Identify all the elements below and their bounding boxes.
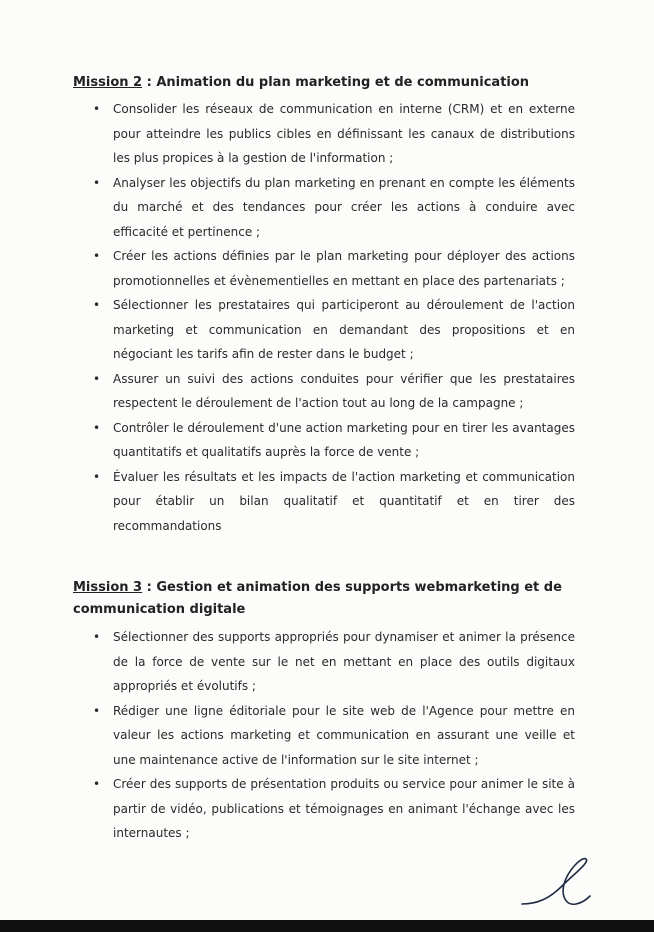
bullet-icon: • <box>93 175 101 190</box>
list-item-text: Sélectionner des supports appropriés pour dynamiser et animer la présence de la force de vente sur le net en mettant en place des outils digitaux appropriés et évolutifs ; <box>113 630 575 693</box>
list-item-text: Analyser les objectifs du plan marketing en prenant en compte les éléments du marché et des tendances pour créer les actions à conduire avec efficacité et pertinence ; <box>113 175 575 239</box>
list-item <box>0 465 654 539</box>
mission-2-list <box>0 97 654 538</box>
bullet-icon: • <box>93 420 101 435</box>
list-item-text: Assurer un suivi des actions conduites pour vérifier que les prestataires respectent le déroulement de l'action tout au long de la campagne ; <box>113 371 575 410</box>
list-item <box>0 171 654 245</box>
bullet-icon: • <box>93 777 101 791</box>
list-item-text: Consolider les réseaux de communication en interne (CRM) et en externe pour atteindre les publics cibles en définissant les canaux de distributions les plus propices à la gestion de l'information ; <box>113 102 575 165</box>
bullet-icon: • <box>93 371 101 386</box>
list-item-text: Sélectionner les prestataires qui participeront au déroulement de l'action marketing et communication en demandant des propositions et en négociant les tarifs afin de rester dans le budget ; <box>113 298 575 361</box>
list-item <box>0 367 654 416</box>
signature-icon <box>520 856 600 911</box>
mission-3-label: Mission 3 <box>73 580 143 595</box>
list-item-text: Rédiger une ligne éditoriale pour le site web de l'Agence pour mettre en valeur les actions marketing et communication en assurant une veille et une maintenance active de l'information sur le site internet ; <box>113 703 575 767</box>
list-item-text: Contrôler le déroulement d'une action marketing pour en tirer les avantages quantitatifs et qualitatifs auprès la force de vente ; <box>113 420 575 459</box>
mission-2-label: Mission 2 <box>73 75 143 90</box>
list-item <box>0 772 654 846</box>
bullet-icon: • <box>93 469 101 484</box>
bullet-icon: • <box>93 298 101 312</box>
mission-2-title: : Animation du plan marketing et de communication <box>142 75 530 90</box>
list-item-text: Évaluer les résultats et les impacts de l'action marketing et communication pour établir un bilan qualitatif et quantitatif et en tirer des recommandations <box>113 469 575 533</box>
mission-2-heading <box>73 72 583 94</box>
bullet-icon: • <box>93 703 101 718</box>
list-item <box>0 97 654 171</box>
list-item <box>0 625 654 699</box>
list-item <box>0 244 654 293</box>
list-item-text: Créer les actions définies par le plan marketing pour déployer des actions promotionnelles et évènementielles en mettant en place des partenariats ; <box>113 249 575 288</box>
list-item <box>0 293 654 367</box>
bullet-icon: • <box>93 102 101 116</box>
mission-3-title: : Gestion et animation des supports webmarketing et de communication digitale <box>73 580 562 617</box>
bullet-icon: • <box>93 630 101 644</box>
mission-3-heading <box>73 577 583 621</box>
list-item-text: Créer des supports de présentation produits ou service pour animer le site à partir de vidéo, publications et témoignages en animant l'échange avec les internautes ; <box>113 777 575 840</box>
list-item <box>0 416 654 465</box>
mission-3-list <box>0 625 654 846</box>
bullet-icon: • <box>93 249 101 263</box>
list-item <box>0 699 654 773</box>
